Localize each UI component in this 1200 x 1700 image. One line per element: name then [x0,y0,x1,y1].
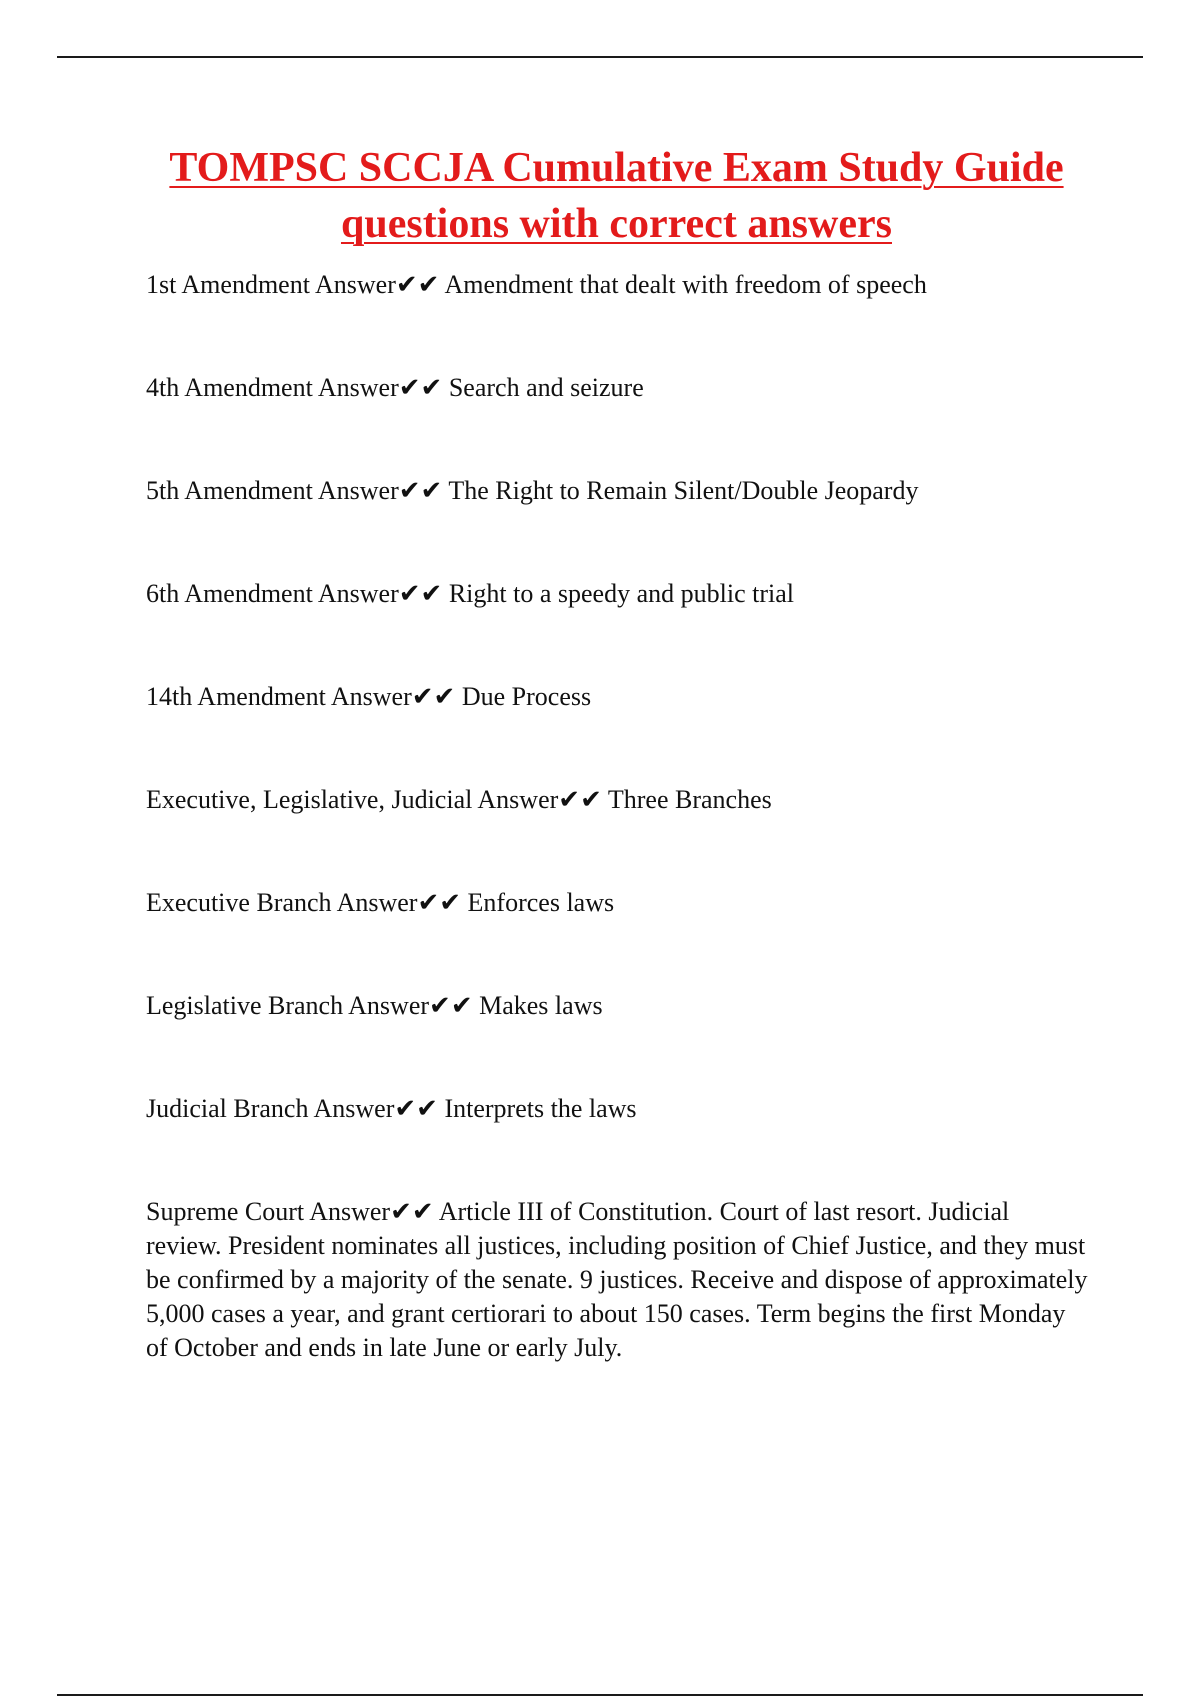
document-title: TOMPSC SCCJA Cumulative Exam Study Guide questions with correct answers [169,145,1064,247]
qa-item [146,1195,1091,1365]
check-marks: ✔✔ [558,785,602,814]
qa-term: Executive Branch Answer [146,888,418,917]
qa-term: Executive, Legislative, Judicial Answer [146,785,559,814]
check-marks: ✔✔ [390,1197,434,1226]
qa-list [146,268,1091,1434]
qa-term: 14th Amendment Answer [146,682,412,711]
check-marks: ✔✔ [394,1094,438,1123]
qa-term: Judicial Branch Answer [146,1094,395,1123]
qa-answer: Enforces laws [467,888,615,917]
check-marks: ✔✔ [398,373,443,402]
check-marks: ✔✔ [411,682,456,711]
check-marks: ✔✔ [398,476,443,505]
qa-item [146,371,1091,405]
check-marks: ✔✔ [398,579,443,608]
qa-item [146,1092,1091,1126]
qa-answer: Search and seizure [448,373,644,402]
check-marks: ✔✔ [429,991,473,1020]
qa-answer: Amendment that dealt with freedom of speech [444,270,927,299]
qa-item [146,474,1091,508]
qa-term: 5th Amendment Answer [146,476,399,505]
qa-item [146,989,1091,1023]
qa-item [146,577,1091,611]
qa-item [146,886,1091,920]
qa-term: 6th Amendment Answer [146,579,399,608]
bottom-rule [57,1694,1143,1696]
qa-answer: Right to a speedy and public trial [448,579,794,608]
qa-term: 1st Amendment Answer [146,270,396,299]
qa-item [146,268,1091,302]
check-marks: ✔✔ [395,270,440,299]
qa-item [146,783,1091,817]
qa-term: Legislative Branch Answer [146,991,430,1020]
qa-term: 4th Amendment Answer [146,373,399,402]
qa-answer: Makes laws [479,991,603,1020]
qa-answer: Article III of Constitution. Court of last resort. Judicial review. President nominates all justices, including position of Chief Justice, and they must be confirmed by a majority of the senate. 9 justices. Receive and dispose of approximately 5,000 cases a year, and grant certiorari to about 150 cases. Term begins the first Monday of October and ends in late June or early July. [146,1197,1088,1362]
check-marks: ✔✔ [417,888,462,917]
top-rule [57,56,1143,58]
qa-answer: Due Process [461,682,592,711]
qa-answer: Interprets the laws [444,1094,637,1123]
qa-term: Supreme Court Answer [146,1197,391,1226]
qa-answer: Three Branches [607,785,772,814]
qa-answer: The Right to Remain Silent/Double Jeopardy [448,476,919,505]
qa-item [146,680,1091,714]
